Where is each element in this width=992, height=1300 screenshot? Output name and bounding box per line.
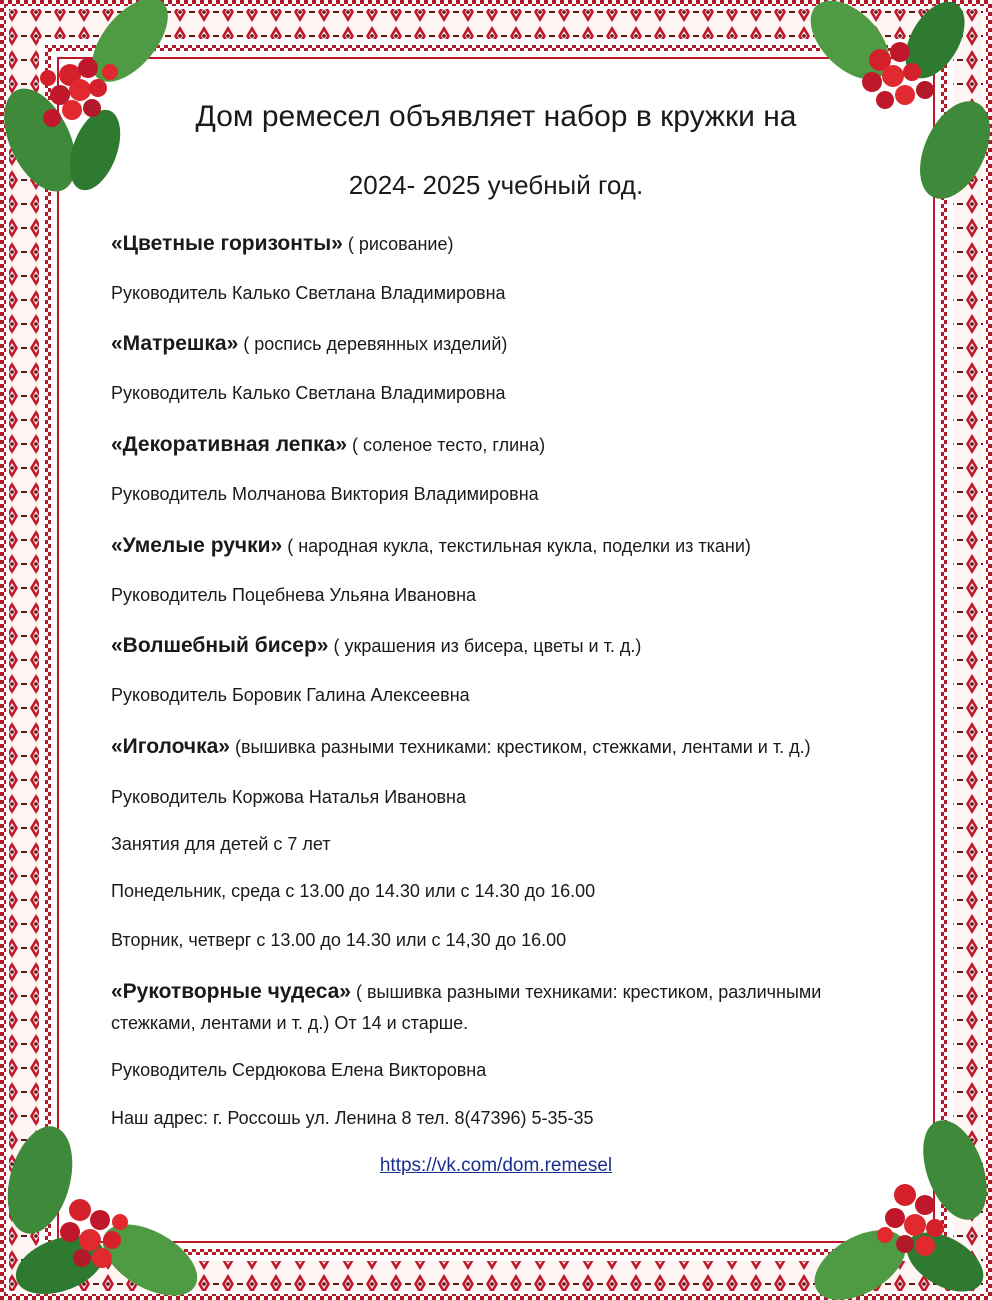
club-entry <box>111 634 641 658</box>
club-entry <box>111 980 821 1004</box>
club-description: ( рисование) <box>342 234 454 254</box>
club-leader: Руководитель Калько Светлана Владимировна <box>111 383 506 403</box>
club-name: «Матрешка» <box>111 332 239 355</box>
club-name: «Цветные горизонты» <box>111 232 343 255</box>
schedule-mon-wed: Понедельник, среда с 13.00 до 14.30 или с 14.30 до 16.00 <box>111 881 596 901</box>
club-name: «Умелые ручки» <box>111 534 283 557</box>
club-description: ( соленое тесто, глина) <box>347 435 546 455</box>
club-entry <box>111 735 811 759</box>
club-description: (вышивка разными техниками: крестиком, стежками, лентами и т. д.) <box>229 737 811 757</box>
club-leader: Руководитель Сердюкова Елена Викторовна <box>111 1060 487 1080</box>
club-description: ( народная кукла, текстильная кукла, поделки из ткани) <box>282 536 751 556</box>
club-leader: Руководитель Коржова Наталья Ивановна <box>111 787 466 807</box>
club-leader: Руководитель Боровик Галина Алексеевна <box>111 685 470 705</box>
club-leader: Руководитель Молчанова Виктория Владимировна <box>111 484 539 504</box>
club-name: «Декоративная лепка» <box>111 433 347 456</box>
club-description: ( украшения из бисера, цветы и т. д.) <box>328 636 642 656</box>
club-leader: Руководитель Поцебнева Ульяна Ивановна <box>111 585 477 605</box>
schedule-tue-thu: Вторник, четверг с 13.00 до 14.30 или с 14,30 до 16.00 <box>111 930 567 950</box>
page-subtitle: 2024- 2025 учебный год. <box>348 170 644 200</box>
club-leader: Руководитель Калько Светлана Владимировна <box>111 283 506 303</box>
vk-link[interactable]: https://vk.com/dom.remesel <box>379 1155 613 1176</box>
club-entry <box>111 332 507 356</box>
page-title: Дом ремесел объявляет набор в кружки на <box>195 100 797 133</box>
club-entry <box>111 534 751 558</box>
club-entry <box>111 232 454 256</box>
club-name: «Рукотворные чудеса» <box>111 980 351 1003</box>
club-description: ( вышивка разными техниками: крестиком, различными <box>350 982 822 1002</box>
club-name: «Волшебный бисер» <box>111 634 329 657</box>
club-description-continued: стежками, лентами и т. д.) От 14 и старше. <box>111 1013 469 1033</box>
schedule-age: Занятия для детей с 7 лет <box>111 834 331 854</box>
club-entry <box>111 433 545 457</box>
address: Наш адрес: г. Россошь ул. Ленина 8 тел. 8(47396) 5-35-35 <box>111 1108 594 1128</box>
vk-link-container <box>0 1155 992 1177</box>
club-description: ( роспись деревянных изделий) <box>238 334 508 354</box>
club-name: «Иголочка» <box>111 735 230 758</box>
